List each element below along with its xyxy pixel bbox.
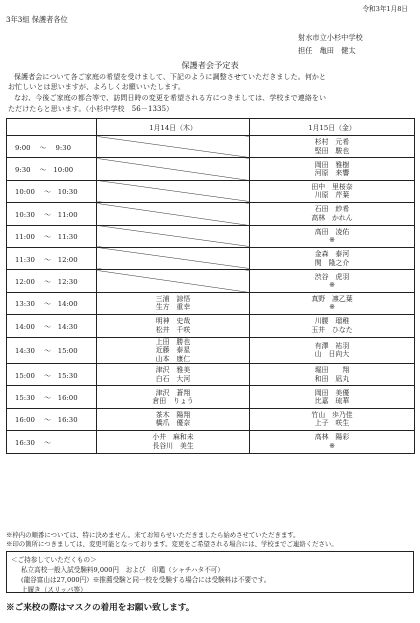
student-name: 関 隆之介 [314, 258, 350, 267]
day2-cell [250, 247, 415, 269]
body-line-4: ただけたらと思います。（小杉中学校 56－1335） [8, 105, 174, 113]
student-name: 堀田 翔 [314, 366, 350, 375]
student-name: 竹山 歩乃佳 [311, 410, 353, 419]
time-slot: 15:00 ～ 15:30 [7, 364, 97, 386]
student-name: 明神 史哉 [155, 317, 191, 326]
table-row [7, 386, 415, 408]
day1-cell [97, 225, 250, 247]
day2-cell [250, 180, 415, 202]
items-to-bring-box [6, 551, 414, 593]
student-name: 山 日向大 [314, 350, 350, 359]
day1-cell [97, 364, 250, 386]
header-day-2: 1月15日（金） [250, 119, 415, 136]
table-row [7, 408, 415, 430]
student-name: 田中 里桜奈 [311, 182, 353, 191]
body-line-1: 保護者会について各ご家庭の希望を受けまして、下記のように調整させていただきました。何かと [14, 73, 327, 81]
document-date: 令和3年1月8日 [362, 5, 408, 13]
time-slot: 10:30 ～ 11:00 [7, 203, 97, 225]
box-heading: ＜ご持参していただくもの＞ [11, 556, 97, 564]
time-slot: 12:00 ～ 12:30 [7, 270, 97, 292]
table-row [7, 270, 415, 292]
time-slot: 11:00 ～ 11:30 [7, 225, 97, 247]
day1-cell [97, 247, 250, 269]
table-row [7, 364, 415, 386]
day2-cell [250, 136, 415, 158]
student-name: 和田 凪丸 [314, 374, 350, 383]
day2-cell [250, 203, 415, 225]
time-slot: 11:30 ～ 12:00 [7, 247, 97, 269]
table-row [7, 203, 415, 225]
time-slot: 14:30 ～ 15:00 [7, 337, 97, 364]
student-name: 真野 凛乙葉 [311, 294, 353, 303]
note-order: ※枠内の順番については、特に決めません。来てお知らせいただきましたら始めさせていただきます。 [6, 531, 300, 539]
student-name: 川腰 瑠稚 [314, 317, 350, 326]
day2-cell [250, 337, 415, 364]
student-name: 小井 麻和未 [152, 433, 194, 442]
student-name: 石田 紗希 [314, 205, 350, 214]
box-line-2: (龍谷富山は27,000円）※推薦受験と同一校を受験する場合には受験料は不要です。 [21, 576, 271, 584]
body-line-2: お忙しいとは思いますが、よろしくお願いいたします。 [8, 83, 185, 91]
header-blank [7, 119, 97, 136]
table-row [7, 315, 415, 337]
student-name: 茶木 陽翔 [155, 410, 191, 419]
time-slot: 15:30 ～ 16:00 [7, 386, 97, 408]
teacher-name: 担任 亀田 健太 [298, 46, 356, 55]
student-name: 長谷川 美生 [152, 441, 194, 450]
schedule-table [6, 118, 415, 454]
school-name: 射水市立小杉中学校 [298, 33, 363, 42]
time-slot: 9:00 ～ 9:30 [7, 136, 97, 158]
student-name: 有澤 祐羽 [314, 341, 350, 350]
time-slot: 13:30 ～ 14:00 [7, 292, 97, 314]
student-name: 近藤 泰星 [155, 346, 191, 355]
day1-cell [97, 337, 250, 364]
day2-cell [250, 270, 415, 292]
student-name: 比嘉 琉華 [314, 397, 350, 406]
table-row [7, 337, 415, 364]
day1-cell [97, 315, 250, 337]
student-name: ※ [329, 236, 335, 245]
day1-cell [97, 270, 250, 292]
day2-cell [250, 225, 415, 247]
student-name: 杉村 元希 [314, 138, 350, 147]
box-line-1: 私立高校一般入試受験料9,000円 および 印鑑（シャチハタ不可） [21, 566, 224, 574]
student-name: 岡田 雅樹 [314, 160, 350, 169]
box-line-3: 上履き（スリッパ等） [21, 586, 87, 594]
addressee: 3年3組 保護者各位 [6, 15, 68, 24]
time-slot: 10:00 ～ 10:30 [7, 180, 97, 202]
table-row [7, 158, 415, 180]
student-name: ※ [329, 281, 335, 290]
table-row [7, 225, 415, 247]
header-day-1: 1月14日（木） [97, 119, 250, 136]
day1-cell [97, 292, 250, 314]
table-header-row [7, 119, 415, 136]
student-name: 渋谷 虎羽 [314, 272, 350, 281]
student-name: 山本 康仁 [155, 354, 191, 363]
student-name: 高林 陽彩 [314, 433, 350, 442]
student-name: ※ [329, 303, 335, 312]
student-name: 川原 芹葉 [314, 191, 350, 200]
day1-cell [97, 408, 250, 430]
time-slot: 14:00 ～ 14:30 [7, 315, 97, 337]
table-row [7, 247, 415, 269]
day2-cell [250, 364, 415, 386]
student-name: 津沢 雅美 [155, 366, 191, 375]
day1-cell [97, 180, 250, 202]
student-name: 高林 かれん [311, 213, 353, 222]
student-name: 津沢 蒼翔 [155, 388, 191, 397]
student-name: 玉井 ひなた [311, 325, 353, 334]
student-name: 生方 重幸 [155, 303, 191, 312]
time-slot: 16:00 ～ 16:30 [7, 408, 97, 430]
day2-cell [250, 292, 415, 314]
table-row [7, 180, 415, 202]
day1-cell [97, 386, 250, 408]
time-slot: 16:30 ～ [7, 431, 97, 453]
day2-cell [250, 408, 415, 430]
student-name: 堅田 駿也 [314, 146, 350, 155]
body-line-3: なお、今後ご家庭の都合等で、訪問日時の変更を希望される方につきましては、学校まで連絡をい [14, 94, 327, 102]
day1-cell [97, 203, 250, 225]
student-name: 高田 凌佑 [314, 227, 350, 236]
student-name: 金森 泰河 [314, 250, 350, 259]
mask-notice: ※ご来校の際はマスクの着用をお願い致します。 [6, 603, 195, 613]
student-name: 上田 勝也 [155, 337, 191, 346]
student-name: 上子 咲生 [314, 419, 350, 428]
student-name: 橋爪 優奈 [155, 419, 191, 428]
day2-cell [250, 315, 415, 337]
student-name: ※ [329, 441, 335, 450]
student-name: 三浦 諒悟 [155, 294, 191, 303]
student-name: 松井 千咲 [155, 325, 191, 334]
time-slot: 9:30 ～ 10:00 [7, 158, 97, 180]
table-row [7, 431, 415, 453]
day2-cell [250, 158, 415, 180]
student-name: 岡田 美優 [314, 388, 350, 397]
table-row [7, 292, 415, 314]
note-change: ※印の箇所につきましては、変更可能となっております。変更をご希望される場合には、学校までご連絡ください。 [6, 540, 338, 548]
student-name: 倉田 りょう [152, 397, 194, 406]
day2-cell [250, 431, 415, 453]
day1-cell [97, 158, 250, 180]
day1-cell [97, 136, 250, 158]
document-title: 保護者会予定表 [181, 60, 239, 70]
student-name: 河原 来響 [314, 169, 350, 178]
day2-cell [250, 386, 415, 408]
table-row [7, 136, 415, 158]
student-name: 白石 大河 [155, 374, 191, 383]
day1-cell [97, 431, 250, 453]
